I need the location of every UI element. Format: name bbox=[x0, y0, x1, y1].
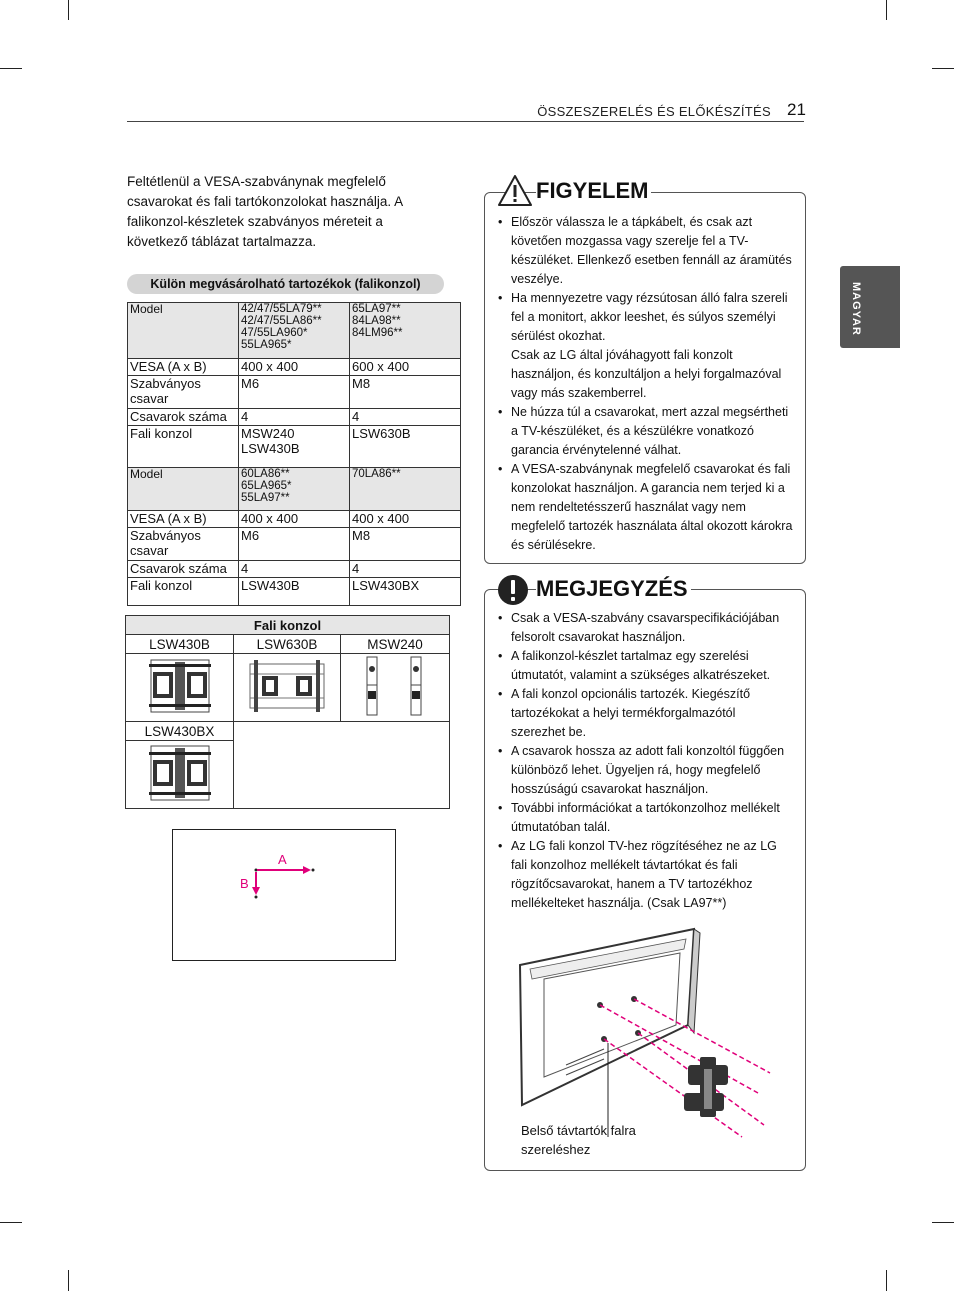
cell: M6 bbox=[239, 528, 350, 561]
model-name: 70LA86** bbox=[352, 468, 401, 480]
cell: LSW430BX bbox=[350, 578, 461, 606]
cell: LSW430B bbox=[239, 578, 350, 606]
language-tab bbox=[840, 266, 900, 348]
bracket-name: LSW630B bbox=[234, 635, 341, 654]
list-item: • Ha mennyezetre vagy rézsútosan álló falra szereli fel a monitort, akkor leeshet, és súlyos személyi sérülést okozhat. Csak az LG által jóváhagyott fali konzolt használjon, és konzultáljon a helyi forgalmazóval vagy más szakemberrel. bbox=[498, 289, 793, 403]
vesa-arrows bbox=[173, 830, 395, 960]
cell: 400 x 400 bbox=[239, 359, 350, 376]
cell: 4 bbox=[350, 409, 461, 426]
vesa-table-2 bbox=[127, 467, 461, 606]
table-row bbox=[128, 578, 461, 606]
note-list bbox=[498, 609, 793, 913]
bracket-name: LSW430BX bbox=[126, 722, 234, 741]
illustration-caption: Belső távtartók falra szereléshez bbox=[521, 1123, 636, 1157]
wall-bracket-icon bbox=[244, 658, 330, 714]
model-name: 84LM96** bbox=[352, 327, 403, 339]
intro-paragraph: Feltétlenül a VESA-szabványnak megfelelő csavarokat és fali tartókonzolokat használja. A falikonzol-készletek szabványos méreteit a következő táblázat tartalmazza. bbox=[127, 174, 403, 249]
list-item: • Először válassza le a tápkábelt, és csak azt követően mozgassa vagy szerelje fel a TV-készüléket. Ellenkező esetben fennáll az áramütés veszélye. bbox=[498, 213, 793, 289]
model-name: 84LA98** bbox=[352, 315, 401, 327]
cell: 400 x 400 bbox=[350, 511, 461, 528]
cell: M8 bbox=[350, 376, 461, 409]
crop-mark bbox=[886, 1270, 887, 1291]
crop-mark bbox=[886, 0, 887, 20]
crop-mark bbox=[932, 68, 954, 69]
crop-mark bbox=[0, 1222, 22, 1223]
list-item: • Csak a VESA-szabvány csavarspecifikációjában felsorolt csavarokat használjon. bbox=[498, 609, 793, 647]
model-name: 60LA86** bbox=[241, 468, 290, 480]
bracket-name: MSW240 bbox=[341, 635, 450, 654]
table-row bbox=[128, 376, 461, 409]
table-row bbox=[128, 561, 461, 578]
wall-bracket-icon bbox=[147, 658, 213, 714]
model-name: 55LA97** bbox=[241, 492, 290, 504]
page-number: 21 bbox=[787, 100, 806, 119]
vesa-table-1 bbox=[127, 302, 461, 468]
bracket-table-title: Fali konzol bbox=[126, 616, 450, 635]
exclamation-icon bbox=[497, 574, 529, 606]
model-list-b bbox=[350, 303, 461, 359]
note-title: MEGJEGYZÉS bbox=[536, 576, 691, 602]
cell: 4 bbox=[239, 561, 350, 578]
cell: LSW630B bbox=[350, 426, 461, 468]
crop-mark bbox=[932, 1222, 954, 1223]
row-label: Csavarok száma bbox=[128, 409, 239, 426]
bracket-image-lsw630b bbox=[234, 654, 341, 722]
warning-title: FIGYELEM bbox=[536, 178, 651, 204]
crop-mark bbox=[68, 0, 69, 20]
list-item: • A fali konzol opcionális tartozék. Kiegészítő tartozékokat a helyi termékforgalmazótól szerezhet be. bbox=[498, 685, 793, 742]
bracket-image-lsw430b bbox=[126, 654, 234, 722]
accessory-title: Külön megvásárolható tartozékok (falikonzol) bbox=[127, 274, 444, 294]
cell: 400 x 400 bbox=[239, 511, 350, 528]
crop-mark bbox=[0, 68, 22, 69]
model-name: 47/55LA960* bbox=[241, 327, 308, 339]
bracket-image-msw240 bbox=[341, 654, 450, 722]
crop-mark bbox=[68, 1270, 69, 1291]
row-label: VESA (A x B) bbox=[128, 511, 239, 528]
model-label: Model bbox=[128, 468, 239, 511]
row-label: VESA (A x B) bbox=[128, 359, 239, 376]
cell: 4 bbox=[239, 409, 350, 426]
model-list-b bbox=[350, 468, 461, 511]
table-row bbox=[128, 359, 461, 376]
dimension-a-label: A bbox=[278, 852, 287, 867]
cell: 4 bbox=[350, 561, 461, 578]
model-name: 65LA97** bbox=[352, 303, 401, 315]
cell: 600 x 400 bbox=[350, 359, 461, 376]
wall-bracket-icon bbox=[147, 744, 213, 802]
list-item: • További információkat a tartókonzolhoz mellékelt útmutatóban talál. bbox=[498, 799, 793, 837]
warning-triangle-icon bbox=[497, 174, 533, 208]
cell: M8 bbox=[350, 528, 461, 561]
model-name: 42/47/55LA79** bbox=[241, 303, 322, 315]
language-tab-label: MAGYAR bbox=[850, 282, 862, 336]
cell: M6 bbox=[239, 376, 350, 409]
table-row bbox=[128, 511, 461, 528]
model-list-a bbox=[239, 468, 350, 511]
bracket-image-lsw430bx bbox=[126, 741, 234, 809]
row-label: Csavarok száma bbox=[128, 561, 239, 578]
tv-wall-mount-illustration bbox=[508, 925, 798, 1145]
wall-bracket-icon bbox=[355, 655, 435, 717]
list-item: • A falikonzol-készlet tartalmaz egy szerelési útmutatót, valamint a szükséges alkatrészeket. bbox=[498, 647, 793, 685]
dimension-b-label: B bbox=[240, 876, 249, 891]
list-item: • Ne húzza túl a csavarokat, mert azzal megsértheti a TV-készüléket, és a készülékre vonatkozó garancia érvénytelenné válhat. bbox=[498, 403, 793, 460]
table-row bbox=[128, 528, 461, 561]
table-row bbox=[128, 409, 461, 426]
model-name: 55LA965* bbox=[241, 339, 292, 351]
bracket-name: LSW430B bbox=[126, 635, 234, 654]
vesa-diagram bbox=[172, 829, 396, 961]
row-label: Szabványos csavar bbox=[128, 376, 239, 409]
list-item: • Az LG fali konzol TV-hez rögzítéséhez ne az LG fali konzolhoz mellékelt távtartókat és fali rögzítőcsavarokat, hanem a TV tartozékhoz mellékelteket használja. (Csak LA97**) bbox=[498, 837, 793, 913]
row-label: Fali konzol bbox=[128, 578, 239, 606]
list-item: • A VESA-szabványnak megfelelő csavarokat és fali konzolokat használjon. A garancia nem terjed ki a nem rendeltetésszerű használat vagy nem megfelelő tartozék használata által okozott károkra és sérülésekre. bbox=[498, 460, 793, 555]
list-item: • A csavarok hossza az adott fali konzoltól függően különböző lehet. Ügyeljen rá, hogy megfelelő hosszúságú csavarokat használjon. bbox=[498, 742, 793, 799]
model-name: 42/47/55LA86** bbox=[241, 315, 322, 327]
cell: MSW240 LSW430B bbox=[239, 426, 350, 468]
table-row bbox=[128, 426, 461, 468]
bracket-table bbox=[125, 615, 450, 809]
empty-cell bbox=[234, 722, 450, 809]
header-rule bbox=[127, 121, 804, 122]
model-list-a bbox=[239, 303, 350, 359]
model-name: 65LA965* bbox=[241, 480, 292, 492]
row-label: Szabványos csavar bbox=[128, 528, 239, 561]
row-label: Fali konzol bbox=[128, 426, 239, 468]
section-title: ÖSSZESZERELÉS ÉS ELŐKÉSZÍTÉS bbox=[537, 104, 771, 119]
model-label: Model bbox=[128, 303, 239, 359]
warning-list bbox=[498, 213, 793, 555]
